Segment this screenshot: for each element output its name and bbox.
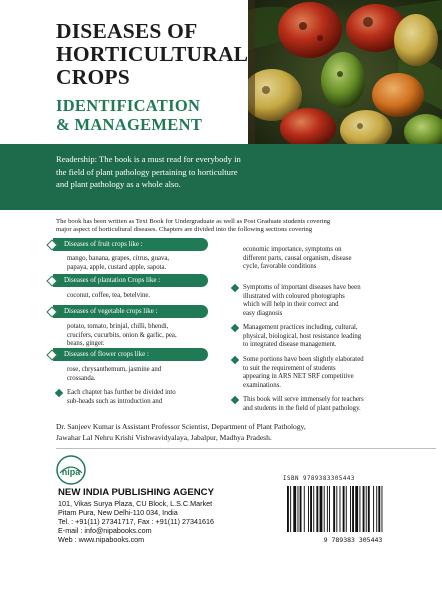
category-label: Diseases of plantation Crops like : [64, 276, 161, 284]
category-items-line: rose, chrysanthemum, jasmine and [67, 366, 162, 373]
bullet-line: examinations. [243, 381, 281, 389]
flower-crops-list [67, 366, 207, 383]
fruit-crops-heading [53, 238, 208, 251]
barcode-bar [340, 486, 341, 532]
intro-line: The book has been written as Text Book for Undergraduate as well as Post Graduate students covering [56, 218, 331, 225]
publisher-phone-line: Tel. : +91(11) 27341717, Fax : +91(11) 27341616 [58, 517, 214, 526]
barcode-digits: 9 789383 305443 [323, 536, 383, 544]
barcode-bar [308, 486, 309, 532]
category-items-line: crossanda. [67, 374, 96, 382]
bullet-line: Symptoms of important diseases have been [243, 284, 361, 291]
barcode-bar [343, 486, 345, 532]
diamond-bullet-icon [231, 324, 239, 332]
diamond-bullet-icon [46, 349, 57, 360]
barcode-bar [324, 486, 325, 532]
barcode-bar [346, 486, 347, 532]
barcode-bar [329, 486, 330, 532]
divider-rule [56, 448, 436, 449]
bullet-line: sub-heads such as introduction and [67, 397, 163, 405]
diseased-fruit-photo-collage [248, 0, 442, 150]
vegetable-crops-heading [53, 305, 208, 318]
bullet-text [243, 324, 361, 350]
barcode-bar [287, 486, 289, 532]
fruit-crops-list [67, 255, 207, 272]
bullet-line: physical, biological, host resistance leading [243, 332, 362, 340]
diamond-bullet-icon [46, 306, 57, 317]
diamond-bullet-icon [55, 389, 63, 397]
diamond-bullet-icon [231, 284, 239, 292]
barcode-bar [350, 486, 351, 532]
book-title [56, 20, 266, 89]
bullet-line: Management practices including, cultural, [243, 324, 358, 331]
barcode-bar [310, 486, 312, 532]
barcode-bar [378, 486, 380, 532]
subtitle-line: & MANAGEMENT [56, 115, 203, 134]
barcode-bar [373, 486, 374, 532]
barcode-bar [327, 486, 328, 532]
readership-line: and plant pathology as a whole also. [56, 179, 181, 189]
diamond-bullet-icon [46, 275, 57, 286]
subtitle-line: IDENTIFICATION [56, 96, 201, 115]
bullet-line: Some portions have been slightly elaborated [243, 356, 364, 363]
bullet-line: which will help in their correct and [243, 301, 339, 309]
bullet-line: and students in the field of plant pathology. [243, 404, 361, 412]
barcode-bar [298, 486, 299, 532]
vegetable-crops-list [67, 323, 207, 349]
category-items-line: coconut, coffee, tea, betelvine. [67, 292, 151, 299]
author-bio [56, 422, 436, 443]
plantation-crops-heading [53, 274, 208, 287]
barcode-bar [300, 486, 302, 532]
title-line: CROPS [56, 65, 130, 89]
barcode-bar [359, 486, 360, 532]
barcode-bar [355, 486, 358, 532]
bullet-line: appearing in ARS NET SRF competitive [243, 373, 354, 381]
publisher-email-line: E-mail : info@nipabooks.com [58, 526, 152, 535]
isbn-barcode [281, 484, 425, 544]
publisher-web-line: Web : www.nipabooks.com [58, 535, 145, 544]
bullet-text [67, 389, 176, 406]
photo-edge-shadow [248, 0, 255, 150]
publisher-address-line: Pitam Pura, New Delhi-110 034, India [58, 508, 178, 517]
readership-line: Readership: The book is a must read for everybody in [56, 154, 241, 164]
bullet-line: easy diagnosis [243, 309, 283, 317]
title-line: DISEASES OF [56, 19, 198, 43]
continuation-line: different parts, causal organism, disease [243, 254, 352, 262]
intro-paragraph [56, 218, 436, 235]
barcode-bar [333, 486, 335, 532]
barcode-bar [376, 486, 377, 532]
category-label: Diseases of flower crops like : [64, 350, 149, 358]
barcode-bar [366, 486, 367, 532]
bullet-line: to suit the requirement of students [243, 364, 336, 372]
flower-crops-heading [53, 348, 208, 361]
barcode-bar [316, 486, 318, 532]
category-label: Diseases of fruit crops like : [64, 240, 143, 248]
readership-line: the field of plant pathology pertaining to horticulture [56, 166, 238, 177]
barcode-bar [313, 486, 314, 532]
author-line: Jawahar Lal Nehru Krishi Vishwavidyalaya, Jabalpur, Madhya Pradesh. [56, 432, 272, 442]
diamond-bullet-icon [231, 356, 239, 364]
intro-line: major aspect of horticultural diseases. Chapters are divided into the following sections covering [56, 226, 313, 234]
barcode-bar [368, 486, 370, 532]
barcode-bar [320, 486, 323, 532]
barcode-bar [336, 486, 337, 532]
title-line: HORTICULTURAL [56, 42, 249, 66]
barcode-bar [304, 486, 305, 532]
barcode-bar [363, 486, 365, 532]
barcode-bar [352, 486, 354, 532]
fruit-collage-image [248, 0, 442, 150]
bullet-line: This book will serve immensely for teachers [243, 396, 364, 403]
bullet-line: Each chapter has further be divided into [67, 389, 176, 396]
barcode-bar [293, 486, 296, 532]
logo-wordmark: nipa [61, 467, 81, 477]
bullet-text [243, 284, 361, 318]
category-items-line: potato, tomato, brinjal, chilli, bhendi, [67, 323, 169, 330]
barcode-bar [382, 486, 383, 532]
category-items-line: mango, banana, grapes, citrus, guava, [67, 255, 170, 262]
publisher-address-line: 101, Vikas Surya Plaza, CU Block, L.S.C.Market [58, 499, 213, 508]
bullet-line: illustrated with coloured photographs [243, 292, 345, 300]
bullet-text [243, 356, 364, 390]
diamond-bullet-icon [231, 396, 239, 404]
bullet-text [243, 396, 364, 413]
category-items-line: beans, ginger. [67, 340, 105, 348]
continuation-line: economic importance, symptoms on [243, 246, 342, 253]
plantation-crops-list [67, 292, 207, 301]
category-label: Diseases of vegetable crops like : [64, 307, 158, 315]
publisher-name: NEW INDIA PUBLISHING AGENCY [58, 487, 214, 498]
nipa-logo-icon [56, 455, 86, 485]
author-line: Dr. Sanjeev Kumar is Assistant Professor Scientist, Department of Plant Pathology, [56, 422, 306, 431]
isbn-label: ISBN 9789383305443 [283, 476, 355, 482]
readership-text [56, 153, 416, 191]
barcode-bar [290, 486, 291, 532]
bullet-line: to integrated disease management. [243, 341, 337, 349]
diamond-bullet-icon [46, 239, 57, 250]
category-items-line: crucifers, cucurbits, onion & garlic, pea, [67, 331, 177, 339]
chapter-structure-continuation [243, 246, 423, 272]
category-items-line: papaya, apple, custard apple, sapota. [67, 263, 167, 271]
continuation-line: cycle, favorable conditions [243, 263, 317, 271]
